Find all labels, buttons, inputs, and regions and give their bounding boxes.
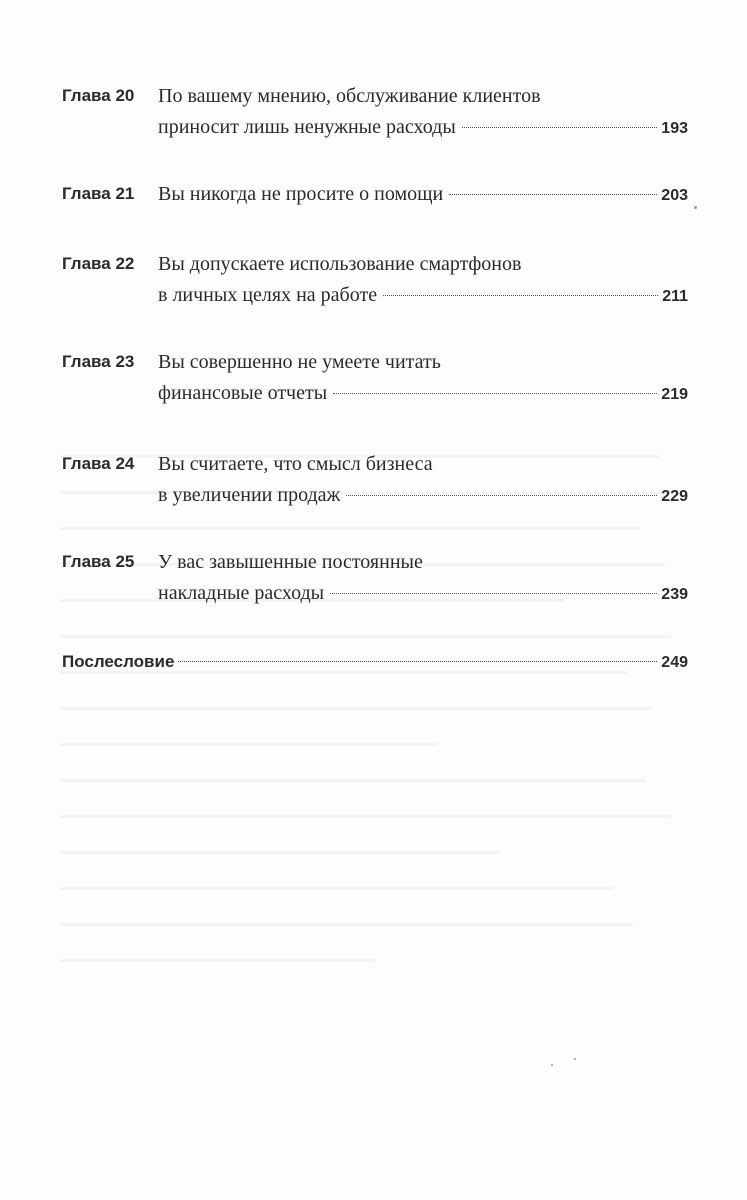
entry-title-text: По вашему мнению, обслуживание клиентов xyxy=(158,85,541,107)
entry-title-line-1 xyxy=(158,248,688,280)
dot-leader xyxy=(333,393,657,394)
page-number: 229 xyxy=(661,488,688,505)
speck xyxy=(574,1058,576,1060)
entry-title-text: Вы считаете, что смысл бизнеса xyxy=(158,453,433,475)
chapter-label: Глава 23 xyxy=(62,352,135,371)
entry-title-line-2 xyxy=(158,577,688,609)
toc-entry-afterword[interactable] xyxy=(62,646,688,678)
entry-title-line-2 xyxy=(158,279,688,311)
chapter-label: Глава 25 xyxy=(62,552,135,571)
afterword-label: Послесловие xyxy=(62,652,175,671)
dot-leader xyxy=(462,127,658,128)
dot-leader xyxy=(178,661,657,662)
entry-title-line-1 xyxy=(158,448,688,480)
entry-title-text: У вас завышенные постоянные xyxy=(158,551,423,573)
entry-title-text: Вы никогда не просите о помощи xyxy=(158,183,444,205)
chapter-label: Глава 21 xyxy=(62,184,135,203)
entry-title-line-2 xyxy=(158,377,688,409)
page-number: 211 xyxy=(662,288,688,305)
entry-title-line-1 xyxy=(158,346,688,378)
entry-title-text: накладные расходы xyxy=(158,582,325,604)
entry-title-text: приносит лишь ненужные расходы xyxy=(158,116,456,138)
entry-title-text: в увеличении продаж xyxy=(158,484,341,506)
dot-leader xyxy=(449,194,657,195)
entry-title-line-2 xyxy=(158,111,688,143)
entry-title-text: Вы допускаете использование смартфонов xyxy=(158,253,522,275)
entry-title-text: финансовые отчеты xyxy=(158,382,328,404)
dot-leader xyxy=(383,295,658,296)
page-number: 249 xyxy=(661,654,688,671)
entry-title-text: в личных целях на работе xyxy=(158,284,378,306)
entry-title-line-1 xyxy=(158,80,688,112)
bleed-through-lines xyxy=(60,455,690,995)
page-number: 219 xyxy=(661,386,688,403)
entry-title-line-2 xyxy=(158,479,688,511)
entry-title-text: Вы совершенно не умеете читать xyxy=(158,351,441,373)
page-number: 193 xyxy=(661,120,688,137)
speck xyxy=(551,1064,553,1066)
entry-title-line-1 xyxy=(158,178,688,210)
entry-title-line-1 xyxy=(158,546,688,578)
chapter-label: Глава 24 xyxy=(62,454,135,473)
dot-leader xyxy=(330,593,657,594)
page-number: 239 xyxy=(661,586,688,603)
dot-leader xyxy=(346,495,657,496)
chapter-label: Глава 20 xyxy=(62,86,135,105)
page-number: 203 xyxy=(661,187,688,204)
chapter-label: Глава 22 xyxy=(62,254,135,273)
speck xyxy=(694,206,697,209)
